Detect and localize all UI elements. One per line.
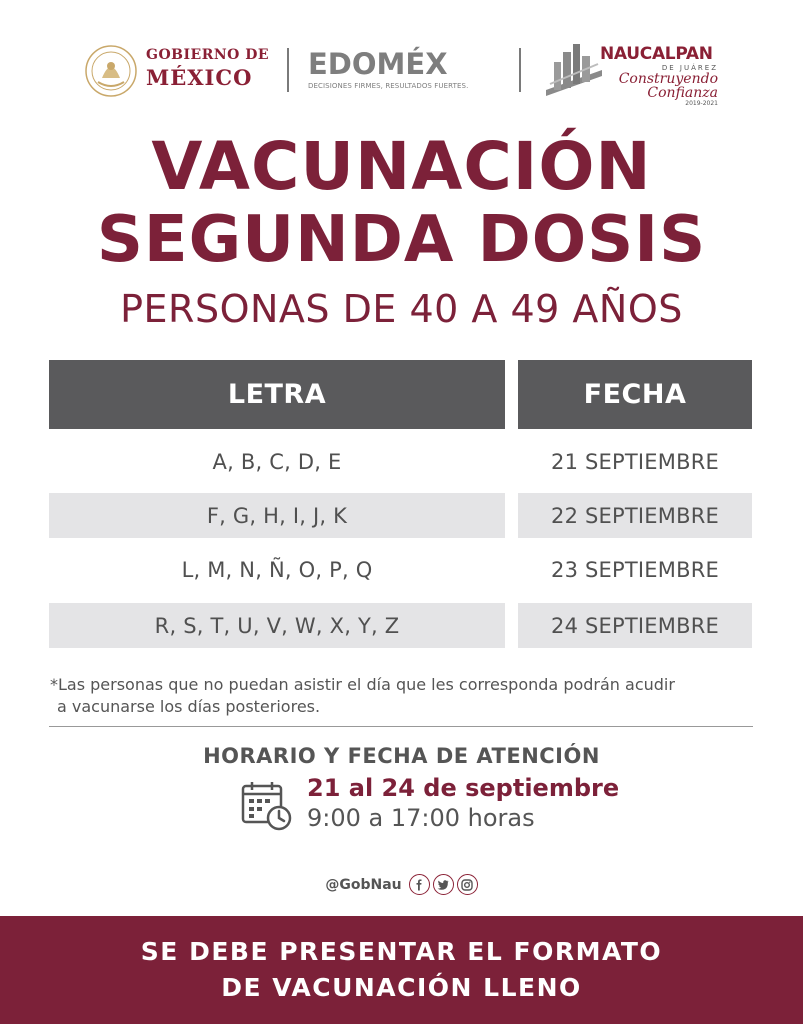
logo-divider [519, 48, 521, 92]
footnote-line2: a vacunarse los días posteriores. [57, 697, 321, 716]
edomex-tagline: DECISIONES FIRMES, RESULTADOS FUERTES. [308, 82, 469, 90]
naucalpan-years: 2019-2021 [685, 100, 718, 107]
page-title-line2: SEGUNDA DOSIS [96, 203, 707, 277]
naucalpan-skyline-icon [542, 40, 606, 98]
naucalpan-slogan: Construyendo Confianza [618, 71, 718, 101]
table-cell-date: 22 SEPTIEMBRE [518, 493, 752, 538]
edomex-logo [308, 47, 498, 90]
table-cell-letters: F, G, H, I, J, K [49, 493, 505, 538]
mexico-seal-icon [84, 44, 138, 98]
footer-line1: SE DEBE PRESENTAR EL FORMATO [140, 937, 663, 966]
schedule-hours: 9:00 a 17:00 horas [307, 804, 535, 832]
social-links [0, 874, 803, 895]
page-subtitle: PERSONAS DE 40 A 49 AÑOS [120, 287, 683, 331]
schedule-heading: HORARIO Y FECHA DE ATENCIÓN [203, 744, 600, 768]
footnote-line1: *Las personas que no puedan asistir el día que les corresponda podrán acudir [50, 675, 675, 694]
naucalpan-logo [600, 46, 718, 107]
twitter-icon[interactable] [433, 874, 454, 895]
footer-line2: DE VACUNACIÓN LLENO [221, 973, 582, 1002]
calendar-clock-icon [240, 780, 294, 832]
gobierno-de-mexico-logo [146, 48, 269, 88]
instagram-icon[interactable] [457, 874, 478, 895]
footer-banner [0, 916, 803, 1024]
naucalpan-name: NAUCALPAN [600, 44, 713, 64]
table-cell-date: 23 SEPTIEMBRE [551, 557, 719, 582]
logo-divider [287, 48, 289, 92]
facebook-icon[interactable] [409, 874, 430, 895]
naucalpan-sub: DE JUÁREZ [661, 64, 718, 72]
table-cell-letters: L, M, N, Ñ, O, P, Q [181, 557, 373, 582]
table-cell-date: 24 SEPTIEMBRE [518, 603, 752, 648]
edomex-wordmark: EDOMÉX [308, 47, 448, 81]
table-header-fecha: FECHA [518, 360, 752, 429]
footnote [50, 674, 760, 718]
gobierno-line2: MÉXICO [146, 65, 253, 90]
social-handle: @GobNau [325, 876, 402, 893]
table-header-letra: LETRA [49, 360, 505, 429]
schedule-dates: 21 al 24 de septiembre [307, 774, 620, 802]
table-cell-date: 21 SEPTIEMBRE [551, 449, 719, 474]
divider [49, 726, 753, 727]
logo-header [0, 38, 803, 107]
page-title-line1: VACUNACIÓN [151, 128, 652, 205]
table-cell-letters: A, B, C, D, E [212, 449, 342, 474]
table-cell-letters: R, S, T, U, V, W, X, Y, Z [49, 603, 505, 648]
gobierno-line1: GOBIERNO DE [146, 47, 270, 63]
